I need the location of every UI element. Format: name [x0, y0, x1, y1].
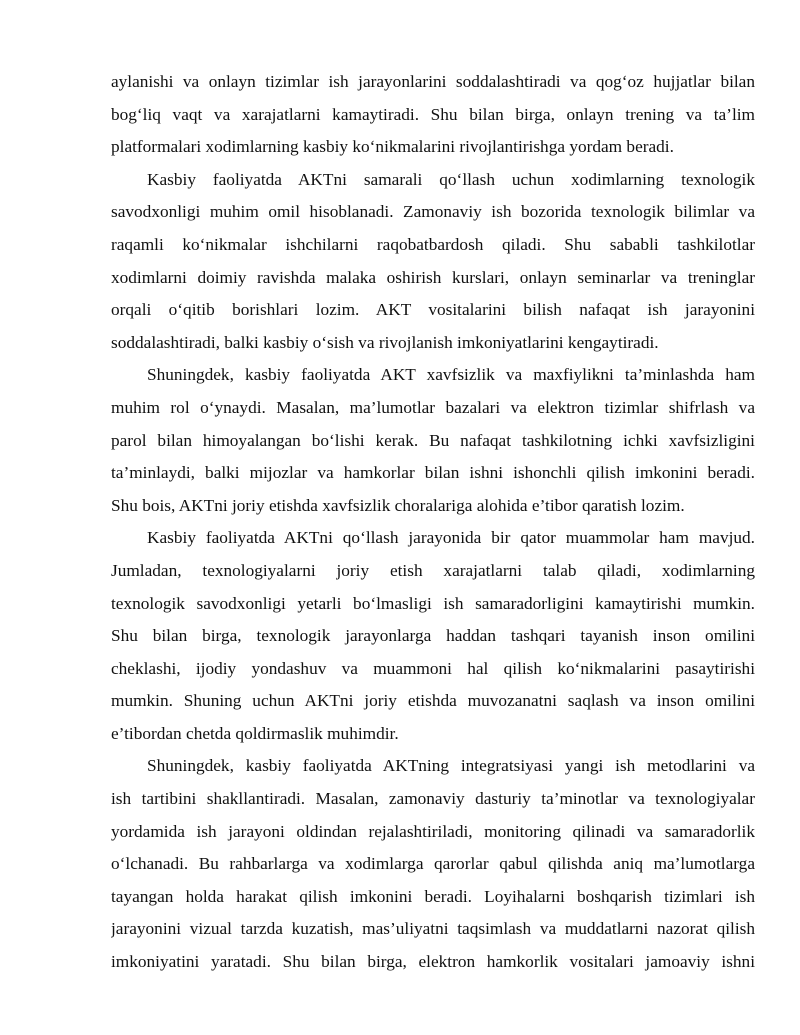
text-line: aylanishi va onlayn tizimlar ish jarayonlarini soddalashtiradi va qog‘oz hujjatlar bilan	[111, 72, 755, 91]
text-line: ish tartibini shakllantiradi. Masalan, zamonaviy dasturiy ta’minotlar va texnologiyalar	[111, 789, 755, 809]
text-line: imkoniyatini yaratadi. Shu bilan birga, elektron hamkorlik vositalari jamoaviy ishni	[111, 952, 755, 972]
paragraph	[111, 750, 755, 978]
text-line: muhim rol o‘ynaydi. Masalan, ma’lumotlar bazalari va elektron tizimlar shifrlash va	[111, 397, 755, 417]
paragraph	[111, 164, 755, 360]
text-line: parol bilan himoyalangan bo‘lishi kerak. Bu nafaqat tashkilotning ichki xavfsizligini	[111, 430, 755, 450]
text-line: raqamli ko‘nikmalar ishchilarni raqobatbardosh qiladi. Shu sababli tashkilotlar	[111, 234, 755, 254]
text-line: texnologik savodxonligi yetarli bo‘lmasligi ish samaradorligini kamaytirishi mumkin.	[111, 593, 755, 613]
text-line: Kasbiy faoliyatda AKTni qo‘llash jarayonida bir qator muammolar ham mavjud.	[147, 528, 755, 548]
text-line: platformalari xodimlarning kasbiy ko‘nikmalarini rivojlantirishga yordam beradi.	[111, 137, 674, 157]
text-line: jarayonini vizual tarzda kuzatish, mas’uliyatni taqsimlash va muddatlarni nazorat qilish	[111, 919, 755, 939]
text-line: savodxonligi muhim omil hisoblanadi. Zamonaviy ish bozorida texnologik bilimlar va	[111, 202, 755, 222]
text-line: orqali o‘qitib borishlari lozim. AKT vositalarini bilish nafaqat ish jarayonini	[111, 300, 755, 320]
text-line: Shuningdek, kasbiy faoliyatda AKTning integratsiyasi yangi ish metodlarini va	[147, 756, 755, 776]
text-line: e’tibordan chetda qoldirmaslik muhimdir.	[111, 723, 399, 743]
text-line: cheklashi, ijodiy yondashuv va muammoni hal qilish ko‘nikmalarini pasaytirishi	[111, 658, 755, 678]
text-line: soddalashtiradi, balki kasbiy o‘sish va rivojlanish imkoniyatlarini kengaytiradi.	[111, 332, 659, 352]
text-line: mumkin. Shuning uchun AKTni joriy etishda muvozanatni saqlash va inson omilini	[111, 691, 755, 711]
text-line: tayangan holda harakat qilish imkonini beradi. Loyihalarni boshqarish tizimlari ish	[111, 886, 755, 906]
paragraph	[111, 359, 755, 522]
text-line: Shuningdek, kasbiy faoliyatda AKT xavfsizlik va maxfiylikni ta’minlashda ham	[147, 365, 755, 385]
text-line: yordamida ish jarayoni oldindan rejalashtiriladi, monitoring qilinadi va samaradorlik	[111, 821, 755, 841]
text-line: Jumladan, texnologiyalarni joriy etish xarajatlarni talab qiladi, xodimlarning	[111, 560, 755, 580]
paragraph	[111, 522, 755, 750]
text-line: Kasbiy faoliyatda AKTni samarali qo‘llash uchun xodimlarning texnologik	[147, 169, 755, 189]
text-line: bog‘liq vaqt va xarajatlarni kamaytiradi. Shu bilan birga, onlayn trening va ta’lim	[111, 104, 755, 124]
text-line: o‘lchanadi. Bu rahbarlarga va xodimlarga qarorlar qabul qilishda aniq ma’lumotlarga	[111, 854, 755, 874]
document-page	[111, 66, 755, 979]
text-line: Shu bois, AKTni joriy etishda xavfsizlik choralariga alohida e’tibor qaratish lozim.	[111, 495, 685, 515]
text-line: Shu bilan birga, texnologik jarayonlarga haddan tashqari tayanish inson omilini	[111, 626, 755, 646]
text-line: xodimlarni doimiy ravishda malaka oshirish kurslari, onlayn seminarlar va treninglar	[111, 267, 755, 287]
paragraph	[111, 66, 755, 164]
text-line: ta’minlaydi, balki mijozlar va hamkorlar bilan ishni ishonchli qilish imkonini beradi.	[111, 463, 755, 483]
